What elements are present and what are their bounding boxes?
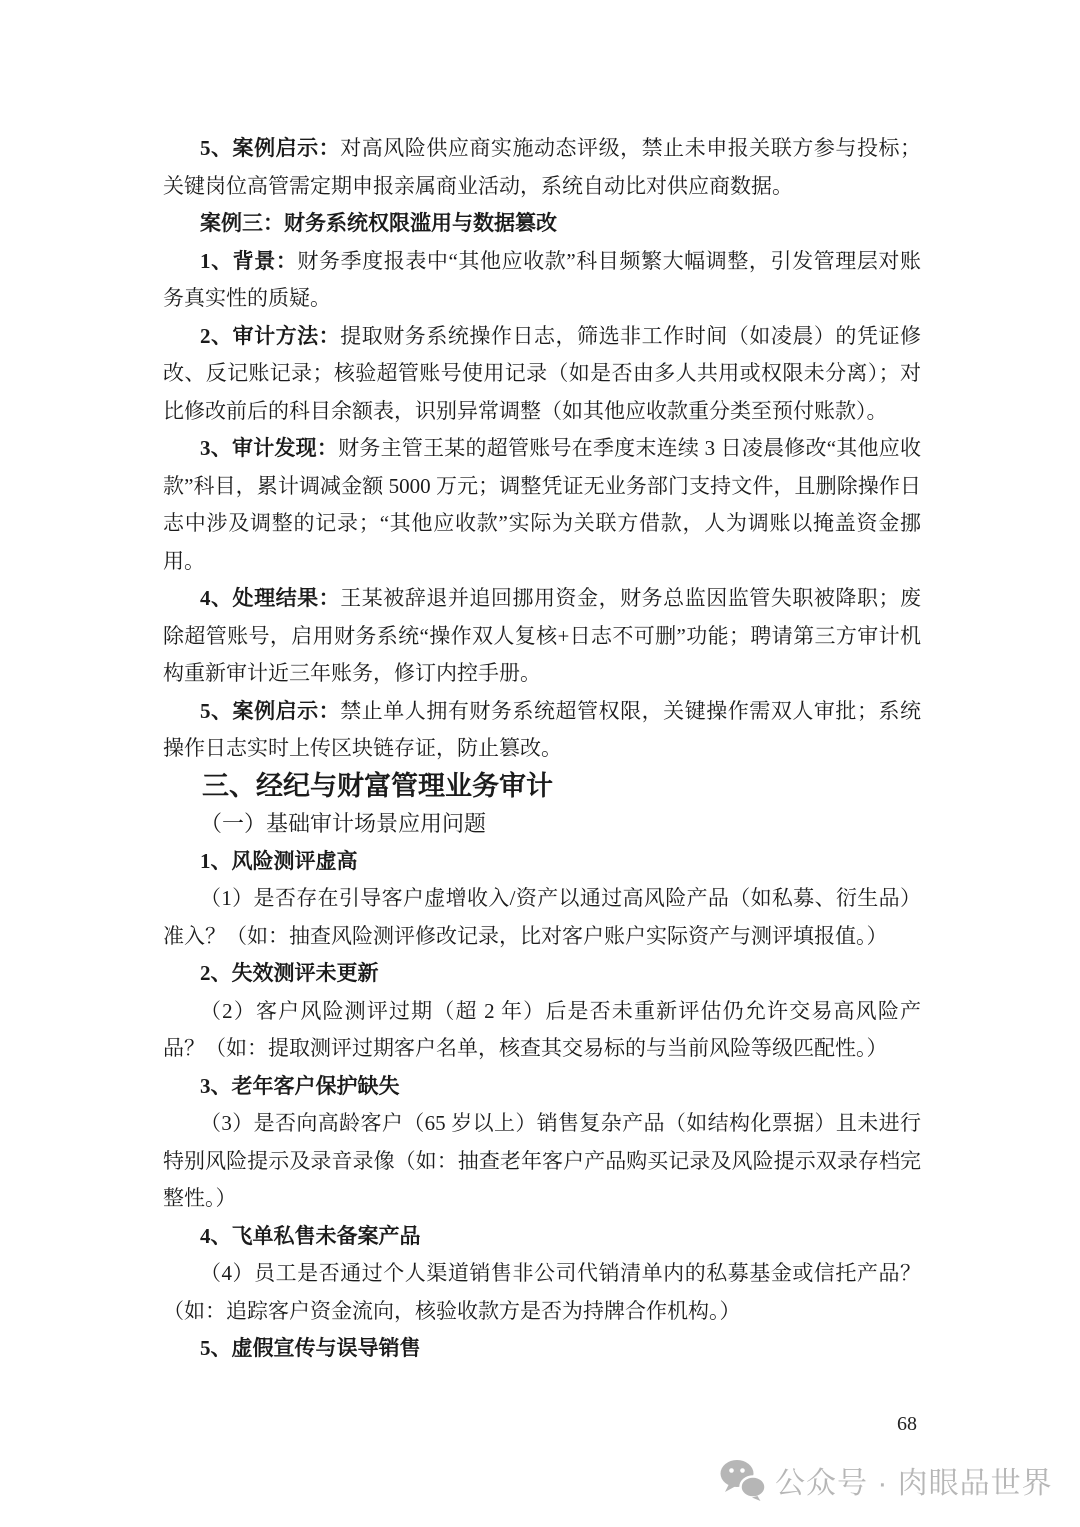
page-number: 68 (897, 1413, 917, 1435)
paragraph-audit-finding (163, 430, 921, 580)
paragraph-case-insight (163, 130, 921, 205)
heading-text: 三、经纪与财富管理业务审计 (202, 770, 553, 801)
heading-text: 5、虚假宣传与误导销售 (200, 1336, 421, 1360)
subsection-heading-basic-audit-scenarios (163, 805, 921, 843)
paragraph-audit-method (163, 318, 921, 431)
heading-text: （一）基础审计场景应用问题 (200, 811, 487, 836)
paragraph-lead: 4、处理结果： (200, 586, 341, 610)
heading-case-three (163, 205, 921, 243)
heading-text: 4、飞单私售未备案产品 (200, 1223, 421, 1248)
heading-text: 案例三：财务系统权限滥用与数据篡改 (200, 211, 557, 235)
paragraph-lead: 2、审计方法： (200, 323, 341, 348)
subheading-expired-assessment (163, 955, 921, 993)
paragraph-text: 财务季度报表中“其他应收款”科目频繁大幅调整，引发管理层对账务真实性的质疑。 (163, 248, 921, 310)
paragraph-text: 对高风险供应商实施动态评级，禁止未申报关联方参与投标；关键岗位高管需定期申报亲属商业活动，系统自动比对供应商数据。 (163, 136, 922, 198)
paragraph-question-3 (163, 1105, 921, 1218)
subheading-elderly-client-protection (163, 1068, 921, 1106)
paragraph-background (163, 243, 921, 318)
subheading-risk-assessment-inflated (163, 843, 921, 881)
paragraph-text: （3）是否向高龄客户（65 岁以上）销售复杂产品（如结构化票据）且未进行特别风险提示及录音录像（如：抽查老年客户产品购买记录及风险提示双录存档完整性。） (163, 1111, 921, 1210)
document-body (163, 130, 921, 1368)
paragraph-text: 禁止单人拥有财务系统超管权限，关键操作需双人审批；系统操作日志实时上传区块链存证，防止篡改。 (163, 698, 922, 760)
paragraph-text: 提取财务系统操作日志，筛选非工作时间（如凌晨）的凭证修改、反记账记录；核验超管账号使用记录（如是否由多人共用或权限未分离）；对比修改前后的科目余额表，识别异常调整（如其他应收款重分类至预付账款）。 (163, 323, 922, 423)
paragraph-lead: 1、背景： (200, 248, 298, 273)
paragraph-text: （1）是否存在引导客户虚增收入/资产以通过高风险产品（如私募、衍生品）准入？（如：抽查风险测评修改记录，比对客户账户实际资产与测评填报值。） (163, 886, 921, 948)
paragraph-case-insight-2 (163, 693, 921, 768)
heading-text: 2、失效测评未更新 (200, 961, 379, 985)
watermark-text: 公众号 · 肉眼品世界 (775, 1467, 1053, 1500)
paragraph-lead: 3、审计发现： (200, 436, 339, 460)
paragraph-text: 财务主管王某的超管账号在季度末连续 3 日凌晨修改“其他应收款”科目，累计调减金额 5000 万元；调整凭证无业务部门支持文件，且删除操作日志中涉及调整的记录；“其他应收款”实际为关联方借款，人为调账以掩盖资金挪用。 (163, 436, 921, 573)
paragraph-handling-result (163, 580, 921, 693)
paragraph-question-4 (163, 1255, 921, 1330)
heading-text: 3、老年客户保护缺失 (200, 1073, 400, 1098)
paragraph-text: 王某被辞退并追回挪用资金，财务总监因监管失职被降职；废除超管账号，启用财务系统“操作双人复核+日志不可删”功能；聘请第三方审计机构重新审计近三年账务，修订内控手册。 (163, 586, 922, 685)
section-heading-brokerage-wealth-audit (163, 768, 921, 806)
subheading-unregistered-product-sales (163, 1218, 921, 1256)
paragraph-question-2 (163, 993, 921, 1068)
heading-text: 1、风险测评虚高 (200, 848, 358, 873)
paragraph-lead: 5、案例启示： (200, 136, 341, 160)
paragraph-lead: 5、案例启示： (200, 698, 341, 723)
wechat-icon (720, 1459, 766, 1501)
watermark (720, 1458, 1053, 1502)
subheading-false-advertising (163, 1330, 921, 1368)
paragraph-question-1 (163, 880, 921, 955)
paragraph-text: （2）客户风险测评过期（超 2 年）后是否未重新评估仍允许交易高风险产品？（如：提取测评过期客户名单，核查其交易标的与当前风险等级匹配性。） (163, 998, 921, 1060)
paragraph-text: （4）员工是否通过个人渠道销售非公司代销清单内的私募基金或信托产品？（如：追踪客户资金流向，核验收款方是否为持牌合作机构。） (163, 1261, 921, 1323)
